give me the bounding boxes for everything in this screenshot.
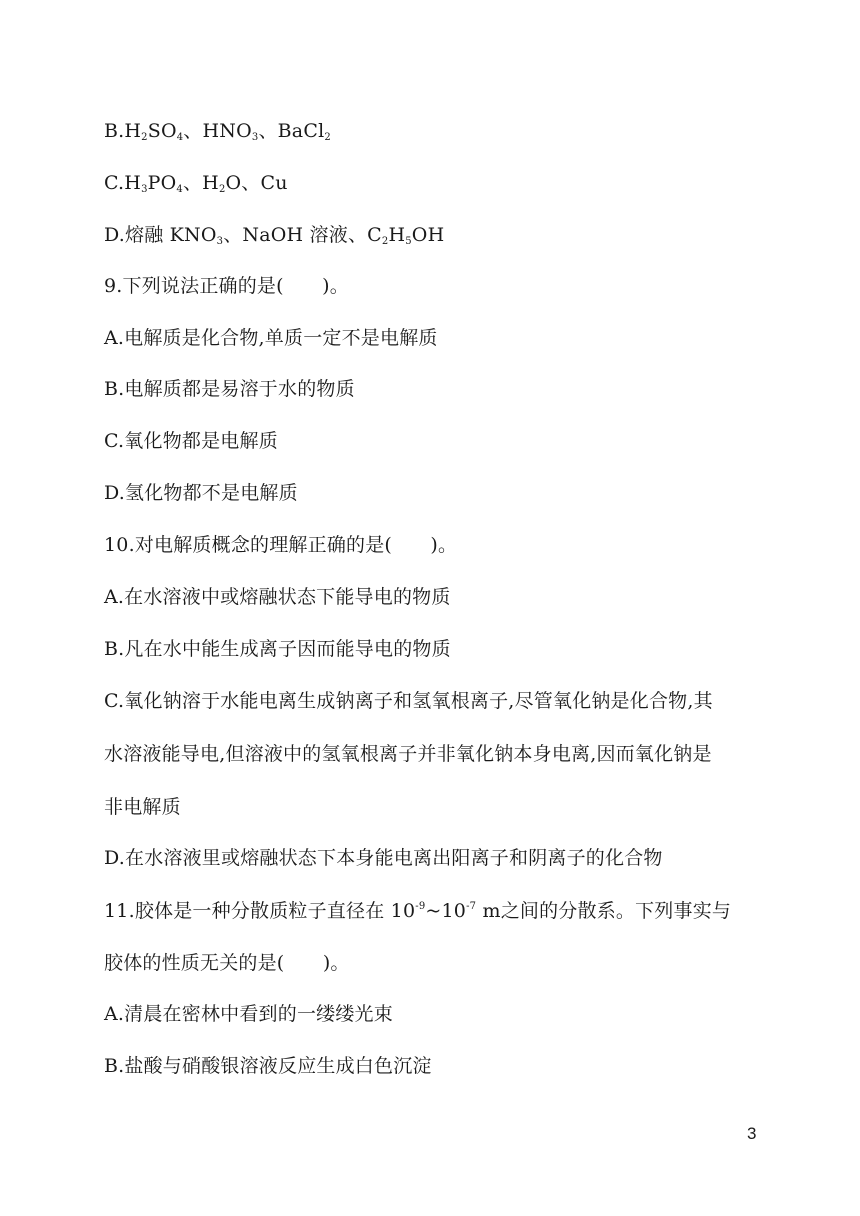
text-segment: C.H — [104, 172, 142, 194]
text-line — [104, 326, 438, 350]
subscript: 4 — [176, 132, 184, 143]
text-segment: m之间的分散系。下列事实与 — [476, 900, 732, 922]
text-segment: C.氧化物都是电解质 — [104, 430, 278, 452]
text-segment: H — [388, 224, 406, 246]
superscript: -9 — [415, 901, 426, 912]
text-line — [104, 689, 713, 713]
text-segment: 9.下列说法正确的是( )。 — [104, 275, 349, 297]
text-segment: 、BaCl — [258, 120, 325, 142]
text-segment: D.氢化物都不是电解质 — [104, 482, 298, 504]
subscript: 2 — [381, 236, 389, 247]
subscript: 3 — [141, 184, 148, 195]
text-segment: OH — [411, 224, 445, 246]
text-line — [104, 429, 278, 453]
text-segment: 11.胶体是一种分散质粒子直径在 10 — [104, 900, 416, 922]
text-segment: ~10 — [425, 900, 467, 922]
text-segment: A.电解质是化合物,单质一定不是电解质 — [104, 327, 438, 349]
text-line — [104, 742, 712, 766]
text-segment: SO — [147, 120, 177, 142]
text-segment: 胶体的性质无关的是( )。 — [104, 952, 350, 974]
text-segment: D.在水溶液里或熔融状态下本身能电离出阳离子和阴离子的化合物 — [104, 847, 663, 869]
text-segment: A.清晨在密林中看到的一缕缕光束 — [104, 1003, 393, 1025]
text-line — [104, 846, 663, 870]
text-line — [104, 274, 349, 298]
text-segment: 、H — [182, 172, 219, 194]
subscript: 3 — [251, 132, 259, 143]
subscript: 3 — [216, 236, 224, 247]
text-segment: PO — [147, 172, 177, 194]
text-segment: 非电解质 — [104, 796, 181, 818]
text-segment: 水溶液能导电,但溶液中的氢氧根离子并非氧化钠本身电离,因而氧化钠是 — [104, 743, 712, 765]
text-line — [104, 171, 288, 195]
text-segment: 、NaOH 溶液、C — [223, 224, 382, 246]
text-segment: D.熔融 KNO — [104, 224, 217, 246]
superscript: -7 — [466, 901, 477, 912]
text-segment: B.凡在水中能生成离子因而能导电的物质 — [104, 638, 451, 660]
text-line — [104, 377, 355, 401]
text-line — [104, 951, 350, 975]
text-line — [104, 119, 331, 143]
text-line — [104, 899, 731, 923]
text-line — [104, 533, 457, 557]
text-line — [104, 223, 444, 247]
page-number: 3 — [747, 1124, 757, 1143]
text-segment: C.氧化钠溶于水能电离生成钠离子和氢氧根离子,尽管氧化钠是化合物,其 — [104, 690, 713, 712]
text-segment: B.电解质都是易溶于水的物质 — [104, 378, 355, 400]
text-line — [104, 795, 181, 819]
subscript: 2 — [324, 132, 331, 143]
text-line — [104, 1002, 393, 1026]
text-line — [104, 637, 451, 661]
text-segment: 10.对电解质概念的理解正确的是( )。 — [104, 534, 458, 556]
text-line — [104, 585, 451, 609]
subscript: 2 — [218, 184, 226, 195]
subscript: 5 — [405, 236, 412, 247]
text-line — [104, 481, 298, 505]
text-segment: B.盐酸与硝酸银溶液反应生成白色沉淀 — [104, 1055, 432, 1077]
text-segment: B.H — [104, 120, 142, 142]
text-line — [104, 1054, 432, 1078]
subscript: 4 — [176, 184, 183, 195]
text-segment: 、HNO — [183, 120, 252, 142]
text-segment: A.在水溶液中或熔融状态下能导电的物质 — [104, 586, 451, 608]
text-segment: O、Cu — [225, 172, 288, 194]
subscript: 2 — [141, 132, 148, 143]
